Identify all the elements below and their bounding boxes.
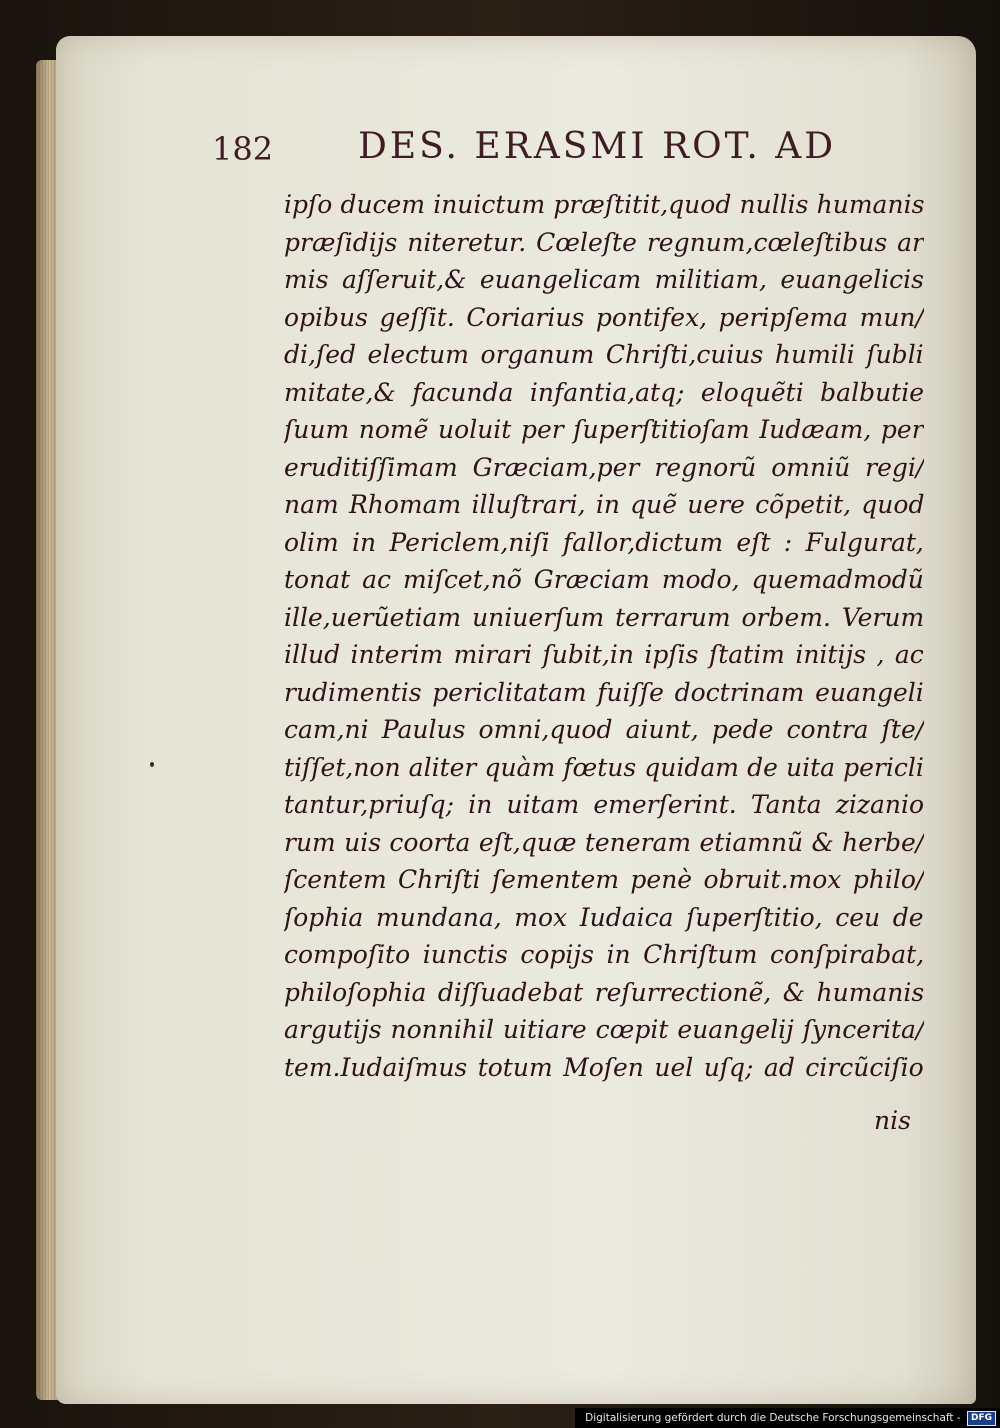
text-line: rudimentis periclitatam fuiſſe doctrinam euangeli [284, 677, 924, 707]
text-line: nam Rhomam illuſtrari, in quẽ uere cõpetit, quod [284, 490, 924, 519]
page-number: 182 [212, 130, 274, 168]
page-header [210, 124, 930, 174]
text-line: mitate,& facunda infantia,atq; eloquẽti balbutie [284, 377, 924, 407]
page-edge [36, 60, 58, 1400]
text-line: tem.Iudaiſmus totum Moſen uel uſq; ad circũciſio [284, 1052, 924, 1082]
text-line: argutijs nonnihil uitiare cœpit euangelij ſyncerita/ [284, 1015, 924, 1044]
ink-speck [150, 762, 154, 767]
text-line: ſcentem Chriſti ſementem penè obruit.mox philo/ [284, 865, 924, 894]
body-text [284, 186, 924, 1086]
text-line: eruditiſſimam Græciam,per regnorũ omniũ regi/ [284, 452, 924, 482]
text-line: tantur,priuſq; in uitam emerſerint. Tanta zizanio [284, 790, 924, 819]
text-line: cam,ni Paulus omni,quod aiunt, pede contra ſte/ [284, 715, 924, 744]
dfg-logo-icon: DFG [967, 1411, 996, 1426]
credit-text: Digitalisierung gefördert durch die Deutsche Forschungsgemeinschaft - [585, 1412, 961, 1424]
text-line: philoſophia diſſuadebat reſurrectionẽ, & humanis [284, 977, 924, 1007]
text-line: ſophia mundana, mox Iudaica ſuperſtitio, ceu de [284, 902, 924, 932]
text-line: illud interim mirari ſubit,in ipſis ſtatim initijs , ac [284, 640, 924, 669]
text-line: ipſo ducem inuictum præſtitit,quod nullis humanis [284, 190, 924, 219]
text-line: ſuum nomẽ uoluit per ſuperſtitioſam Iudæam, per [284, 415, 924, 444]
text-line: olim in Periclem,niſi fallor,dictum eſt : Fulgurat, [284, 527, 924, 557]
digitization-credit [575, 1408, 1000, 1428]
text-line: opibus geſſit. Coriarius pontifex, peripſema mun/ [284, 302, 924, 332]
text-line: compoſito iunctis copijs in Chriſtum conſpirabat, [284, 940, 924, 969]
text-line: tiſſet,non aliter quàm fœtus quidam de uita pericli [284, 752, 924, 782]
text-line: ille,uerũetiam uniuerſum terrarum orbem. Verum [284, 602, 924, 632]
running-head: DES. ERASMI ROT. AD [358, 126, 837, 167]
text-line: mis aſſeruit,& euangelicam militiam, euangelicis [284, 265, 924, 294]
catchword: nis [874, 1106, 911, 1135]
text-line: præſidijs niteretur. Cœleſte regnum,cœleſtibus ar [284, 227, 924, 257]
text-line: di,ſed electum organum Chriſti,cuius humili ſubli [284, 340, 924, 369]
text-line: rum uis coorta eſt,quæ teneram etiamnũ & herbe/ [284, 827, 924, 857]
text-line: tonat ac miſcet,nõ Græciam modo, quemadmodũ [284, 565, 924, 594]
